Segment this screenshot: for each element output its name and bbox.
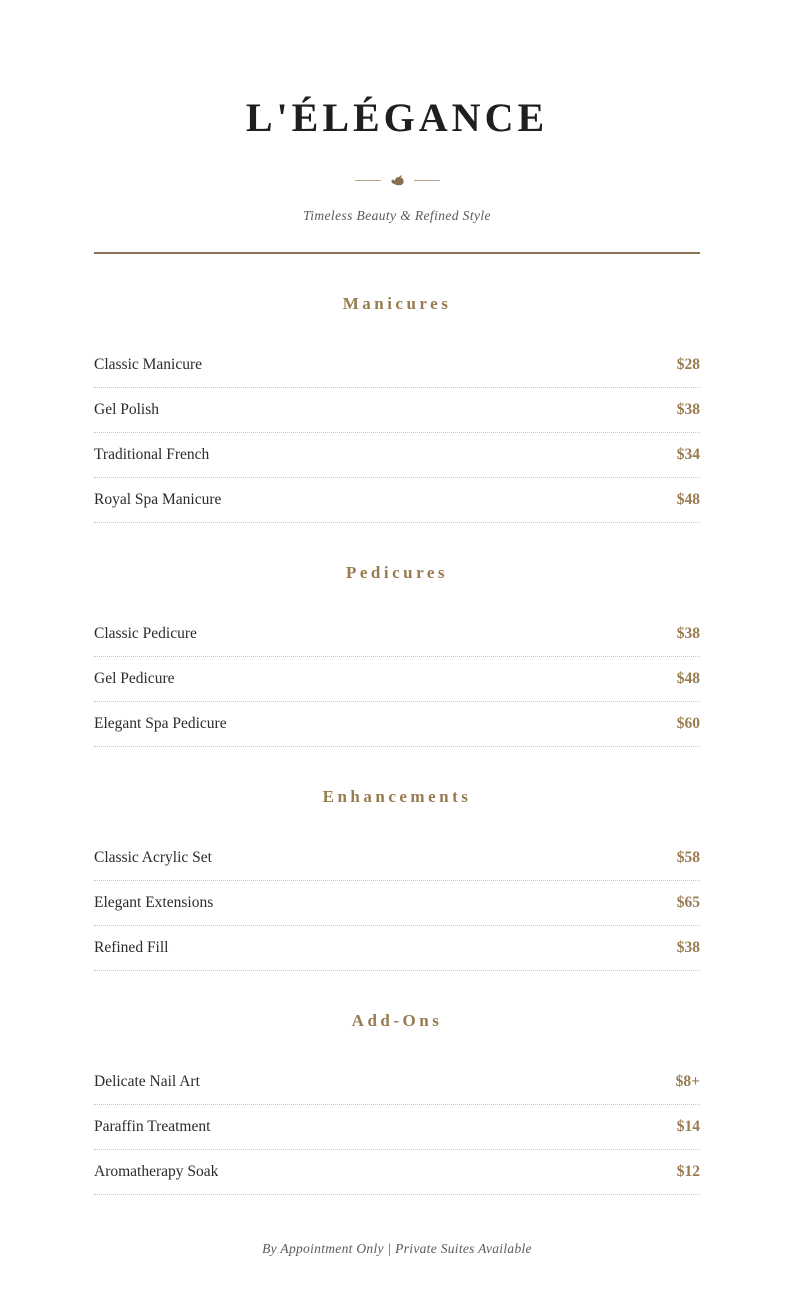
item-price: $60	[676, 715, 700, 732]
item-price: $34	[676, 446, 700, 463]
ornament-line-left	[355, 180, 381, 181]
item-price: $12	[676, 1163, 700, 1180]
section-heading: Pedicures	[345, 563, 448, 582]
menu-item-row	[94, 702, 700, 747]
item-name: Classic Acrylic Set	[94, 849, 212, 866]
item-price: $48	[676, 670, 700, 687]
menu-section	[94, 294, 700, 523]
item-price: $65	[676, 894, 700, 911]
section-heading: Add-Ons	[351, 1011, 443, 1030]
menu-item-row	[94, 343, 700, 388]
item-price: $38	[676, 939, 700, 956]
section-rows	[94, 612, 700, 747]
section-heading: Enhancements	[322, 787, 472, 806]
menu-item-row	[94, 926, 700, 971]
item-name: Aromatherapy Soak	[94, 1163, 219, 1180]
menu-item-row	[94, 836, 700, 881]
item-price: $38	[676, 401, 700, 418]
item-price: $38	[676, 625, 700, 642]
menu-item-row	[94, 657, 700, 702]
ornament-line-right	[414, 180, 440, 181]
menu-item-row	[94, 388, 700, 433]
page-title: L'ÉLÉGANCE	[245, 95, 549, 140]
section-rows	[94, 1060, 700, 1195]
menu-header	[94, 96, 700, 254]
item-name: Traditional French	[94, 446, 210, 463]
menu-footer	[94, 1241, 700, 1257]
item-price: $8+	[675, 1073, 700, 1090]
menu-item-row	[94, 1105, 700, 1150]
item-name: Royal Spa Manicure	[94, 491, 222, 508]
item-name: Classic Manicure	[94, 356, 203, 373]
item-name: Delicate Nail Art	[94, 1073, 200, 1090]
tagline: Timeless Beauty & Refined Style	[303, 208, 491, 223]
footer-note: By Appointment Only | Private Suites Available	[262, 1241, 532, 1256]
header-rule	[94, 252, 700, 254]
item-name: Gel Polish	[94, 401, 160, 418]
menu-sections	[94, 294, 700, 1195]
item-name: Elegant Spa Pedicure	[94, 715, 227, 732]
item-price: $48	[676, 491, 700, 508]
item-price: $58	[676, 849, 700, 866]
section-rows	[94, 836, 700, 971]
menu-item-row	[94, 478, 700, 523]
item-name: Gel Pedicure	[94, 670, 175, 687]
item-name: Classic Pedicure	[94, 625, 197, 642]
item-price: $28	[676, 356, 700, 373]
leaf-flourish-icon	[390, 174, 405, 187]
menu-section	[94, 787, 700, 971]
menu-item-row	[94, 433, 700, 478]
menu-item-row	[94, 1060, 700, 1105]
section-heading: Manicures	[342, 294, 452, 313]
item-name: Paraffin Treatment	[94, 1118, 211, 1135]
item-price: $14	[676, 1118, 700, 1135]
menu-section	[94, 563, 700, 747]
menu-item-row	[94, 612, 700, 657]
item-name: Refined Fill	[94, 939, 169, 956]
menu-section	[94, 1011, 700, 1195]
item-name: Elegant Extensions	[94, 894, 214, 911]
section-rows	[94, 343, 700, 523]
menu-item-row	[94, 881, 700, 926]
ornament-divider	[94, 173, 700, 187]
menu-item-row	[94, 1150, 700, 1195]
